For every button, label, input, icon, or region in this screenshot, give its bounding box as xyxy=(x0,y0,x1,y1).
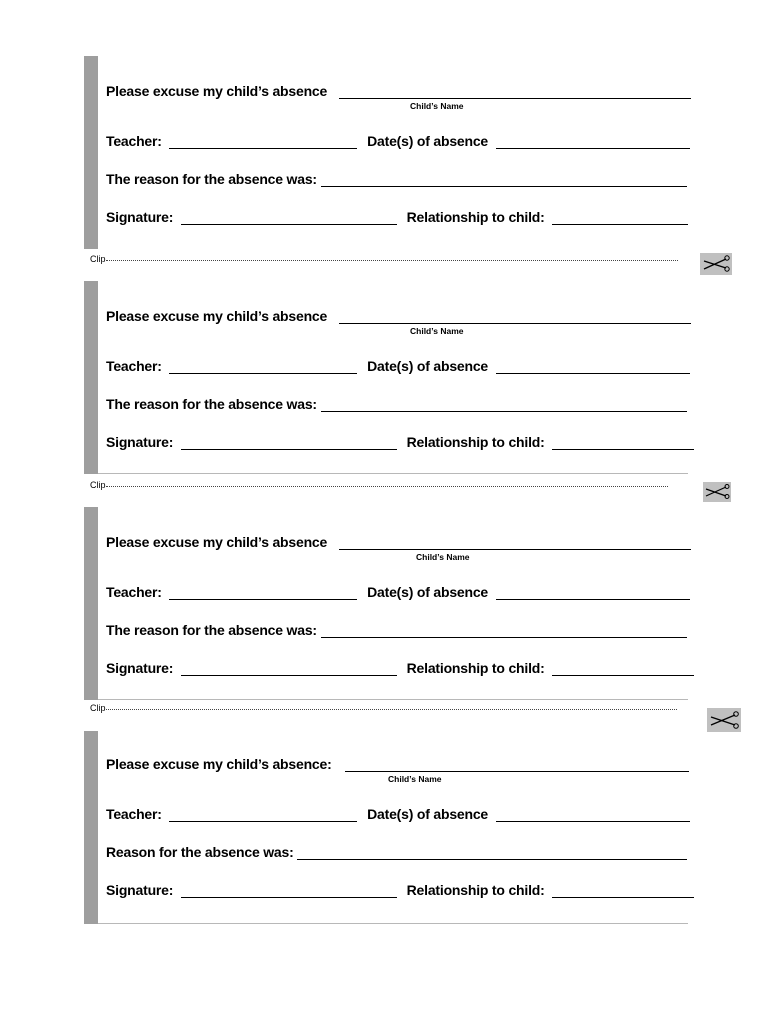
relationship-label: Relationship to child: xyxy=(406,660,545,676)
signature-label: Signature: xyxy=(106,209,174,225)
excuse-row xyxy=(106,83,691,99)
form-side-bar xyxy=(84,507,98,700)
reason-label: Reason for the absence was: xyxy=(106,844,294,860)
child-name-field[interactable] xyxy=(339,309,691,324)
reason-label: The reason for the absence was: xyxy=(106,622,317,638)
excuse-row xyxy=(106,308,691,324)
excuse-row xyxy=(106,534,691,550)
dates-label: Date(s) of absence xyxy=(367,358,489,374)
teacher-field[interactable] xyxy=(169,585,357,600)
reason-row xyxy=(106,844,687,860)
relationship-field[interactable] xyxy=(552,661,694,676)
dates-field[interactable] xyxy=(496,585,690,600)
excuse-label: Please excuse my child’s absence xyxy=(106,83,328,99)
form-side-bar xyxy=(84,281,98,474)
signature-field[interactable] xyxy=(181,661,397,676)
child-name-field[interactable] xyxy=(339,535,691,550)
dates-label: Date(s) of absence xyxy=(367,584,489,600)
signature-label: Signature: xyxy=(106,434,174,450)
child-name-caption: Child’s Name xyxy=(410,326,464,336)
teacher-row xyxy=(106,133,690,149)
clip-line-3 xyxy=(90,703,677,713)
scissors-icon xyxy=(703,482,731,502)
relationship-field[interactable] xyxy=(552,883,694,898)
absence-form-2 xyxy=(84,281,688,474)
signature-row xyxy=(106,434,694,450)
signature-field[interactable] xyxy=(181,210,397,225)
clip-line-2 xyxy=(90,480,668,490)
child-name-field[interactable] xyxy=(339,84,691,99)
absence-form-1 xyxy=(84,56,688,249)
clip-label: Clip xyxy=(90,703,106,713)
reason-row xyxy=(106,396,687,412)
relationship-label: Relationship to child: xyxy=(406,209,545,225)
form-bottom-rule xyxy=(98,473,688,474)
reason-field[interactable] xyxy=(321,623,687,638)
relationship-field[interactable] xyxy=(552,435,694,450)
teacher-row xyxy=(106,358,690,374)
scissors-icon xyxy=(707,708,741,732)
teacher-label: Teacher: xyxy=(106,133,162,149)
clip-label: Clip xyxy=(90,254,106,264)
reason-field[interactable] xyxy=(321,397,687,412)
relationship-label: Relationship to child: xyxy=(406,882,545,898)
reason-field[interactable] xyxy=(297,845,687,860)
form-bottom-rule xyxy=(98,699,688,700)
excuse-row xyxy=(106,756,689,772)
scissors-icon xyxy=(700,253,732,275)
signature-field[interactable] xyxy=(181,435,397,450)
form-side-bar xyxy=(84,56,98,249)
child-name-caption: Child’s Name xyxy=(410,101,464,111)
dates-label: Date(s) of absence xyxy=(367,806,489,822)
relationship-label: Relationship to child: xyxy=(406,434,545,450)
teacher-field[interactable] xyxy=(169,134,357,149)
reason-row xyxy=(106,622,687,638)
dates-field[interactable] xyxy=(496,134,690,149)
child-name-caption: Child’s Name xyxy=(388,774,442,784)
teacher-row xyxy=(106,584,690,600)
absence-form-3 xyxy=(84,507,688,700)
relationship-field[interactable] xyxy=(552,210,688,225)
reason-label: The reason for the absence was: xyxy=(106,396,317,412)
teacher-field[interactable] xyxy=(169,807,357,822)
reason-field[interactable] xyxy=(321,172,687,187)
form-bottom-rule xyxy=(98,923,688,924)
absence-form-4 xyxy=(84,731,688,924)
signature-row xyxy=(106,660,694,676)
child-name-caption: Child’s Name xyxy=(416,552,470,562)
clip-label: Clip xyxy=(90,480,106,490)
excuse-label: Please excuse my child’s absence xyxy=(106,308,328,324)
teacher-label: Teacher: xyxy=(106,584,162,600)
dates-field[interactable] xyxy=(496,807,690,822)
teacher-label: Teacher: xyxy=(106,806,162,822)
signature-field[interactable] xyxy=(181,883,397,898)
reason-label: The reason for the absence was: xyxy=(106,171,317,187)
reason-row xyxy=(106,171,687,187)
signature-row xyxy=(106,882,694,898)
clip-line-1 xyxy=(90,254,678,264)
excuse-label: Please excuse my child’s absence: xyxy=(106,756,332,772)
signature-row xyxy=(106,209,688,225)
teacher-row xyxy=(106,806,690,822)
teacher-field[interactable] xyxy=(169,359,357,374)
signature-label: Signature: xyxy=(106,660,174,676)
excuse-label: Please excuse my child’s absence xyxy=(106,534,328,550)
dates-label: Date(s) of absence xyxy=(367,133,489,149)
dates-field[interactable] xyxy=(496,359,690,374)
teacher-label: Teacher: xyxy=(106,358,162,374)
signature-label: Signature: xyxy=(106,882,174,898)
child-name-field[interactable] xyxy=(345,757,689,772)
form-side-bar xyxy=(84,731,98,924)
